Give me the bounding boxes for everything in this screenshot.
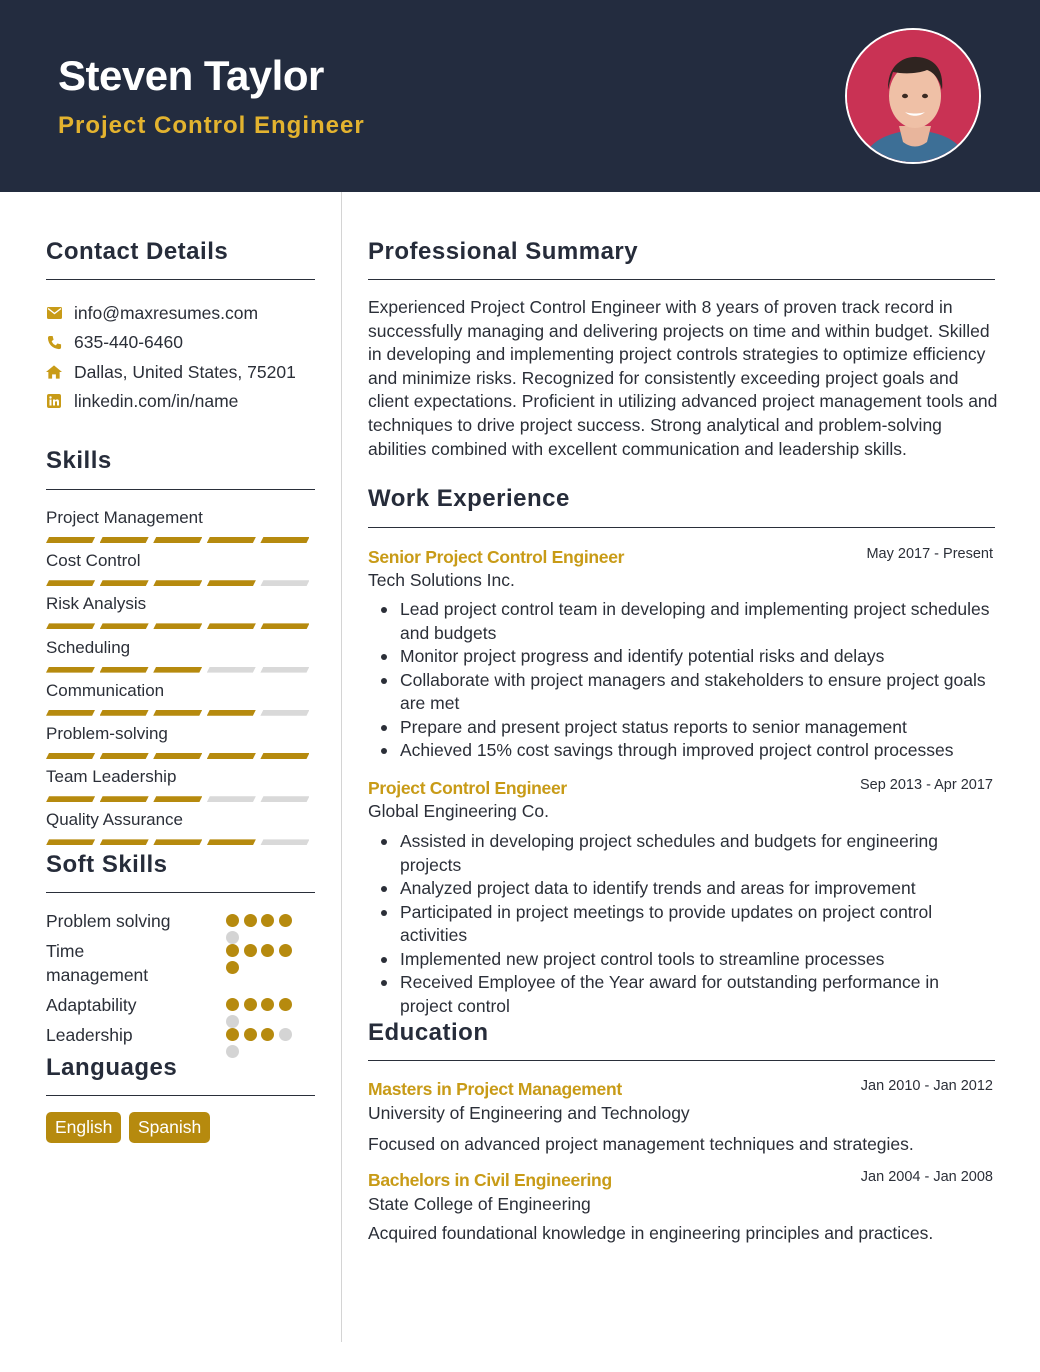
skill-name: Quality Assurance	[46, 810, 184, 830]
rating-dot	[244, 914, 257, 927]
job-bullets	[400, 830, 990, 1018]
candidate-title: Project Control Engineer	[58, 112, 365, 139]
summary-rule	[368, 279, 995, 280]
rating-dot	[226, 998, 239, 1011]
rating-dot	[226, 944, 239, 957]
rating-dot	[261, 944, 274, 957]
soft-skills-rule	[46, 892, 315, 893]
rating-dot	[279, 944, 292, 957]
soft-skill-name: Adaptability	[46, 995, 137, 1015]
job-company: Tech Solutions Inc.	[368, 570, 515, 590]
degree-description: Focused on advanced project management techniques and strategies.	[368, 1134, 914, 1154]
rating-segment	[46, 623, 95, 629]
rating-segment	[207, 753, 256, 759]
contact-phone[interactable]	[46, 331, 183, 353]
skill-rating-bar	[46, 537, 314, 543]
list-item: Implemented new project control tools to streamline processes	[400, 948, 990, 972]
skill-rating-bar	[46, 667, 314, 673]
degree-dates: Jan 2010 - Jan 2012	[860, 1078, 993, 1094]
soft-skill-rating	[226, 914, 306, 948]
languages-heading: Languages	[46, 1054, 178, 1081]
rating-segment	[153, 753, 202, 759]
job-title: Senior Project Control Engineer	[368, 547, 625, 567]
skill-rating-bar	[46, 753, 314, 759]
job-dates: May 2017 - Present	[866, 546, 993, 562]
list-item: Assisted in developing project schedules and budgets for engineering projects	[400, 830, 990, 877]
skill-rating-bar	[46, 796, 314, 802]
rating-segment	[100, 537, 149, 543]
degree-dates: Jan 2004 - Jan 2008	[860, 1169, 993, 1185]
rating-segment	[153, 537, 202, 543]
rating-segment	[207, 796, 256, 802]
rating-dot	[244, 944, 257, 957]
rating-segment	[100, 580, 149, 586]
soft-skill-name: Time management	[46, 941, 149, 985]
contact-heading: Contact Details	[46, 238, 229, 265]
education-rule	[368, 1060, 995, 1061]
job-company: Global Engineering Co.	[368, 801, 549, 821]
linkedin-icon	[46, 393, 62, 409]
languages-rule	[46, 1095, 315, 1096]
rating-segment	[207, 710, 256, 716]
candidate-name: Steven Taylor	[58, 52, 324, 99]
skill-rating-bar	[46, 623, 314, 629]
rating-segment	[46, 580, 95, 586]
rating-segment	[100, 753, 149, 759]
list-item: Monitor project progress and identify potential risks and delays	[400, 645, 990, 669]
school-name: University of Engineering and Technology	[368, 1103, 690, 1123]
rating-segment	[207, 537, 256, 543]
rating-dot	[261, 1028, 274, 1041]
summary-text: Experienced Project Control Engineer with 8 years of proven track record in successfully managing and delivering projects on time and within budget. Skilled in developing and implementing project controls strategies to optimize efficiency and minimize risks. Recognized for consistently exceeding project goals and client expectations. Proficient in utilizing advanced project management tools and techniques to drive project success. Strong analytical and problem-solving abilities combined with excellent communication and leadership skills.	[368, 297, 998, 459]
contact-rule	[46, 279, 315, 280]
list-item: Prepare and present project status reports to senior management	[400, 716, 990, 740]
rating-segment	[153, 623, 202, 629]
rating-segment	[260, 580, 309, 586]
rating-segment	[207, 623, 256, 629]
soft-skill-rating	[226, 944, 306, 978]
profile-photo	[845, 28, 981, 164]
rating-segment	[100, 710, 149, 716]
rating-segment	[153, 667, 202, 673]
contact-email-text: info@maxresumes.com	[74, 302, 259, 323]
rating-dot	[226, 1028, 239, 1041]
rating-dot	[279, 1028, 292, 1041]
skill-name: Cost Control	[46, 551, 141, 571]
rating-segment	[100, 796, 149, 802]
experience-rule	[368, 527, 995, 528]
list-item: Collaborate with project managers and stakeholders to ensure project goals are met	[400, 669, 990, 716]
rating-dot	[226, 931, 239, 944]
column-divider	[341, 192, 342, 1342]
rating-segment	[260, 839, 309, 845]
rating-dot	[226, 1015, 239, 1028]
rating-dot	[244, 998, 257, 1011]
rating-segment	[260, 753, 309, 759]
job-title: Project Control Engineer	[368, 778, 567, 798]
rating-segment	[260, 623, 309, 629]
soft-skill-name: Problem solving	[46, 911, 171, 931]
skills-heading: Skills	[46, 447, 112, 474]
skill-rating-bar	[46, 710, 314, 716]
list-item: Lead project control team in developing and implementing project schedules and budgets	[400, 598, 990, 645]
rating-segment	[260, 537, 309, 543]
language-badge: English	[46, 1112, 121, 1143]
soft-skill-name: Leadership	[46, 1025, 133, 1045]
soft-skills-heading: Soft Skills	[46, 851, 168, 878]
skill-name: Scheduling	[46, 637, 131, 657]
list-item: Participated in project meetings to provide updates on project control activities	[400, 901, 990, 948]
rating-segment	[46, 796, 95, 802]
rating-segment	[46, 753, 95, 759]
rating-segment	[153, 580, 202, 586]
rating-dot	[226, 914, 239, 927]
list-item: Analyzed project data to identify trends and areas for improvement	[400, 877, 990, 901]
summary-heading: Professional Summary	[368, 238, 639, 265]
list-item: Achieved 15% cost savings through improved project control processes	[400, 739, 990, 763]
skill-name: Project Management	[46, 508, 203, 527]
skill-name: Communication	[46, 680, 165, 700]
degree-description: Acquired foundational knowledge in engineering principles and practices.	[368, 1223, 934, 1243]
language-badge: Spanish	[129, 1112, 210, 1143]
rating-segment	[260, 667, 309, 673]
rating-dot	[244, 1028, 257, 1041]
rating-segment	[46, 537, 95, 543]
rating-segment	[207, 667, 256, 673]
home-icon	[46, 364, 62, 380]
contact-email[interactable]	[46, 302, 258, 324]
soft-skill-rating	[226, 998, 306, 1032]
contact-phone-text: 635-440-6460	[74, 331, 183, 352]
resume-header	[0, 0, 1040, 192]
rating-segment	[100, 667, 149, 673]
soft-skill-rating	[226, 1028, 306, 1062]
rating-dot	[226, 1045, 239, 1058]
rating-segment	[207, 580, 256, 586]
experience-heading: Work Experience	[368, 485, 570, 512]
contact-linkedin[interactable]	[46, 390, 238, 412]
rating-segment	[207, 839, 256, 845]
rating-segment	[260, 710, 309, 716]
rating-segment	[100, 623, 149, 629]
rating-dot	[226, 961, 239, 974]
skill-name: Team Leadership	[46, 767, 177, 787]
rating-segment	[46, 710, 95, 716]
list-item: Received Employee of the Year award for outstanding performance in project control	[400, 971, 990, 1018]
job-bullets	[400, 598, 990, 763]
rating-dot	[279, 914, 292, 927]
rating-dot	[261, 998, 274, 1011]
degree-title: Bachelors in Civil Engineering	[368, 1170, 612, 1190]
skill-rating-bar	[46, 839, 314, 845]
skills-rule	[46, 489, 315, 490]
skill-name: Risk Analysis	[46, 594, 147, 614]
skill-rating-bar	[46, 580, 314, 586]
job-dates: Sep 2013 - Apr 2017	[859, 777, 993, 793]
person-portrait-icon	[847, 30, 981, 164]
rating-segment	[100, 839, 149, 845]
rating-segment	[260, 796, 309, 802]
rating-segment	[46, 667, 95, 673]
rating-segment	[46, 839, 95, 845]
degree-title: Masters in Project Management	[368, 1079, 622, 1099]
envelope-icon	[46, 305, 62, 321]
rating-segment	[153, 839, 202, 845]
school-name: State College of Engineering	[368, 1194, 591, 1214]
phone-icon	[46, 334, 62, 350]
rating-segment	[153, 710, 202, 716]
rating-dot	[261, 914, 274, 927]
skill-name: Problem-solving	[46, 724, 168, 743]
rating-dot	[279, 998, 292, 1011]
education-heading: Education	[368, 1019, 489, 1046]
contact-location	[46, 361, 296, 383]
rating-segment	[153, 796, 202, 802]
contact-location-text: Dallas, United States, 75201	[74, 361, 296, 382]
contact-linkedin-text: linkedin.com/in/name	[74, 390, 239, 411]
